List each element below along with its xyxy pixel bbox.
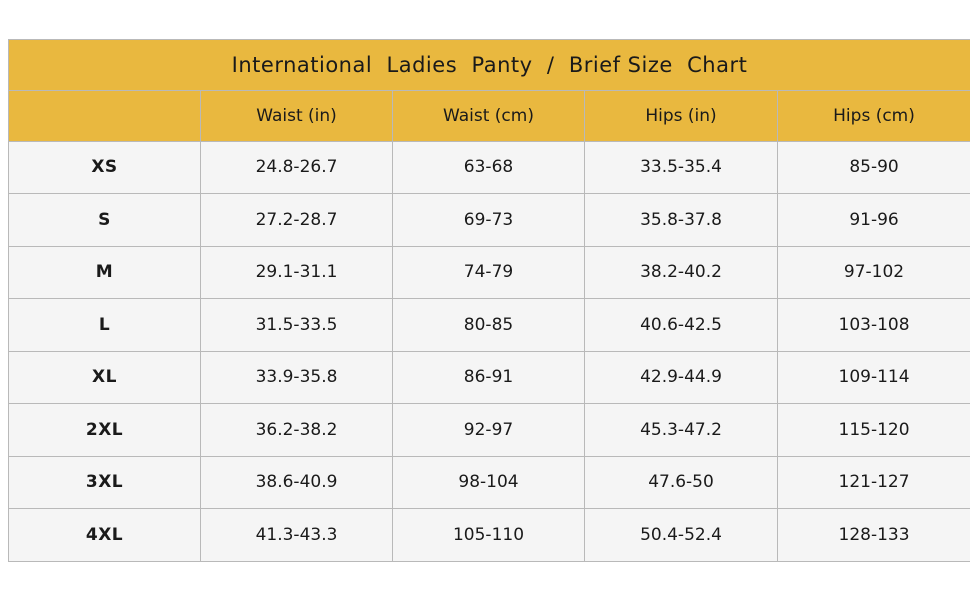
column-header-hips-in: Hips (in) <box>585 90 778 141</box>
table-body <box>9 141 970 561</box>
cell-hips-in: 45.3-47.2 <box>585 404 778 457</box>
cell-hips-cm: 121-127 <box>778 456 970 509</box>
cell-hips-in: 40.6-42.5 <box>585 299 778 352</box>
cell-waist-cm: 74-79 <box>393 246 585 299</box>
cell-waist-in: 29.1-31.1 <box>201 246 393 299</box>
cell-hips-cm: 103-108 <box>778 299 970 352</box>
cell-hips-cm: 91-96 <box>778 194 970 247</box>
column-header-hips-cm: Hips (cm) <box>778 90 970 141</box>
cell-size: L <box>9 299 201 352</box>
cell-hips-cm: 85-90 <box>778 141 970 194</box>
cell-waist-in: 24.8-26.7 <box>201 141 393 194</box>
cell-size: M <box>9 246 201 299</box>
chart-title <box>9 39 970 90</box>
cell-hips-in: 33.5-35.4 <box>585 141 778 194</box>
table-row <box>9 456 970 509</box>
cell-size: 3XL <box>9 456 201 509</box>
cell-waist-cm: 92-97 <box>393 404 585 457</box>
table-row <box>9 351 970 404</box>
cell-hips-in: 47.6-50 <box>585 456 778 509</box>
cell-size: XL <box>9 351 201 404</box>
column-header-row <box>9 90 970 141</box>
cell-waist-cm: 86-91 <box>393 351 585 404</box>
table-row <box>9 404 970 457</box>
cell-waist-cm: 80-85 <box>393 299 585 352</box>
column-header-waist-cm: Waist (cm) <box>393 90 585 141</box>
table-row <box>9 141 970 194</box>
cell-waist-cm: 63-68 <box>393 141 585 194</box>
chart-title-text: International Ladies Panty / Brief Size Chart <box>231 52 748 77</box>
table-row <box>9 509 970 562</box>
size-chart-container <box>4 39 966 562</box>
cell-hips-in: 42.9-44.9 <box>585 351 778 404</box>
cell-waist-in: 36.2-38.2 <box>201 404 393 457</box>
cell-waist-in: 27.2-28.7 <box>201 194 393 247</box>
size-chart-table <box>8 39 970 562</box>
cell-hips-cm: 109-114 <box>778 351 970 404</box>
cell-waist-cm: 105-110 <box>393 509 585 562</box>
cell-waist-in: 38.6-40.9 <box>201 456 393 509</box>
cell-hips-cm: 115-120 <box>778 404 970 457</box>
cell-waist-cm: 98-104 <box>393 456 585 509</box>
cell-waist-cm: 69-73 <box>393 194 585 247</box>
cell-hips-cm: 128-133 <box>778 509 970 562</box>
table-row <box>9 299 970 352</box>
cell-hips-in: 38.2-40.2 <box>585 246 778 299</box>
title-row <box>9 39 970 90</box>
column-header-waist-in: Waist (in) <box>201 90 393 141</box>
cell-waist-in: 33.9-35.8 <box>201 351 393 404</box>
column-header-size <box>9 90 201 141</box>
cell-size: XS <box>9 141 201 194</box>
cell-waist-in: 31.5-33.5 <box>201 299 393 352</box>
cell-hips-in: 35.8-37.8 <box>585 194 778 247</box>
cell-hips-cm: 97-102 <box>778 246 970 299</box>
table-row <box>9 194 970 247</box>
cell-size: 2XL <box>9 404 201 457</box>
cell-size: S <box>9 194 201 247</box>
cell-size: 4XL <box>9 509 201 562</box>
table-row <box>9 246 970 299</box>
cell-hips-in: 50.4-52.4 <box>585 509 778 562</box>
table-header <box>9 39 970 141</box>
cell-waist-in: 41.3-43.3 <box>201 509 393 562</box>
